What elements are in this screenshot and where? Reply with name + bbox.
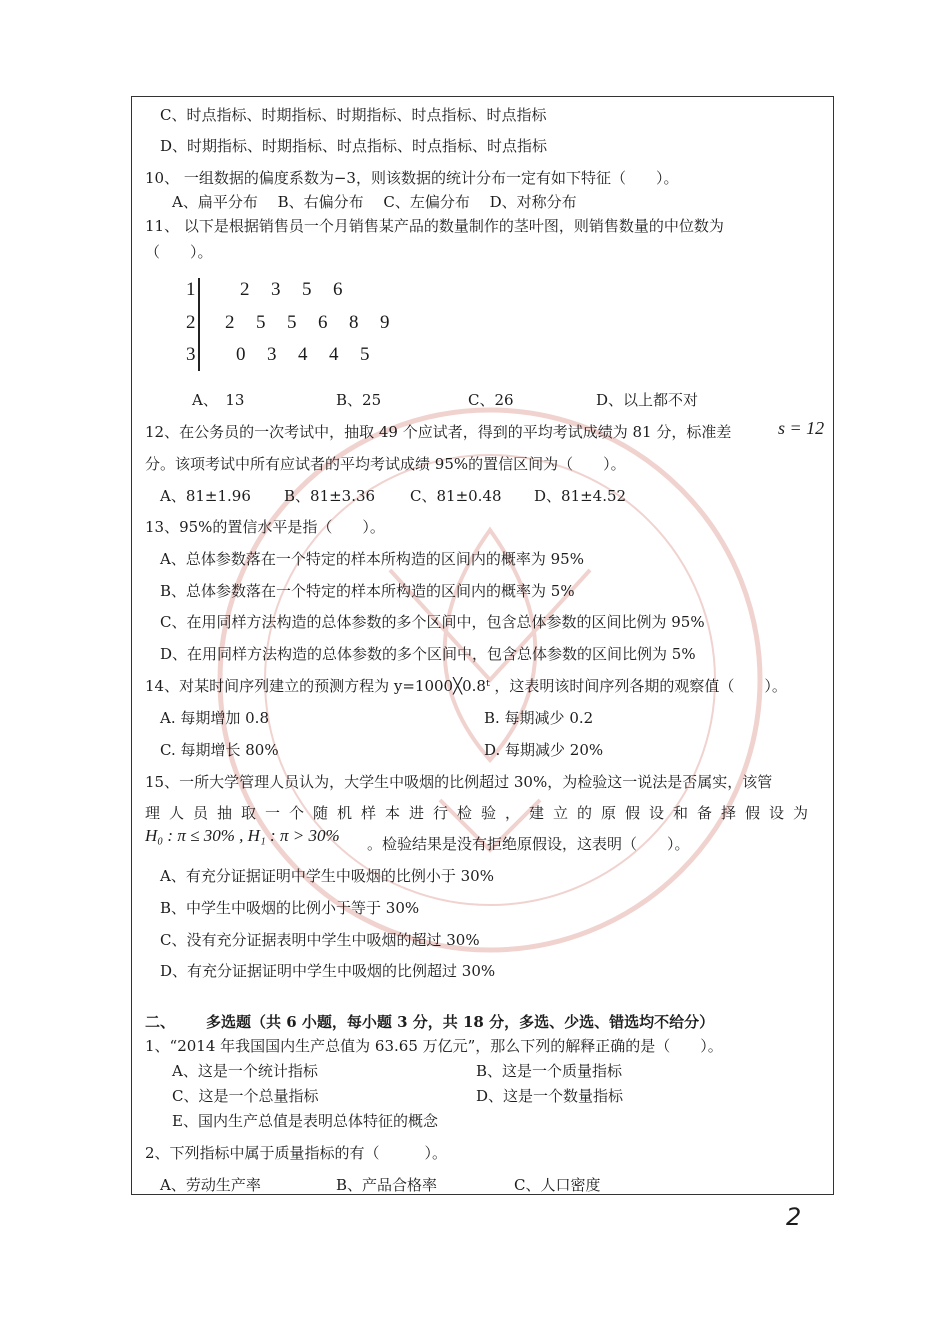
- q11-option-a: A、 13: [192, 391, 245, 409]
- q10-options: A、扁平分布 B、右偏分布 C、左偏分布 D、对称分布: [172, 193, 577, 211]
- m2-option-a: A、劳动生产率: [160, 1176, 261, 1194]
- q9-option-d: D、时期指标、时期指标、时点指标、时点指标、时点指标: [160, 137, 548, 155]
- q15-option-d: D、有充分证据证明中学生中吸烟的比例超过 30%: [160, 962, 496, 980]
- q14-option-d: D. 每期减少 20%: [484, 741, 604, 759]
- m1-option-d: D、这是一个数量指标: [476, 1087, 624, 1105]
- q11-option-d: D、以上都不对: [596, 391, 699, 409]
- page-number: 2: [786, 1203, 802, 1231]
- q15-option-c: C、没有充分证据表明中学生中吸烟的超过 30%: [160, 931, 480, 949]
- plot-divider: [198, 278, 200, 371]
- q12-stem-line2: 分。该项考试中所有应试者的平均考试成绩 95%的置信区间为（ ）。: [145, 455, 626, 473]
- q13-option-b: B、总体参数落在一个特定的样本所构造的区间内的概率为 5%: [160, 582, 575, 600]
- q15-line2: 理人员抽取一个随机样本进行检验，建立的原假设和备择假设为: [145, 804, 818, 822]
- plot-stem: 1: [186, 279, 196, 300]
- plot-leaves: 2 5 5 6 8 9: [225, 312, 390, 333]
- q11-option-c: C、26: [468, 391, 514, 409]
- q15-line3: 。检验结果是没有拒绝原假设，这表明（ ）。: [367, 835, 690, 853]
- m1-option-b: B、这是一个质量指标: [476, 1062, 623, 1080]
- plot-leaves: 0 3 4 4 5: [236, 344, 370, 365]
- section-number: 二、: [145, 1013, 176, 1031]
- q15-line1: 15、一所大学管理人员认为，大学生中吸烟的比例超过 30%，为检验这一说法是否属实，该管: [145, 773, 773, 791]
- section-title: 多选题（共 6 小题，每小题 3 分，共 18 分，多选、少选、错选均不给分）: [206, 1013, 715, 1031]
- q14-stem: 14、对某时间序列建立的预测方程为 y=1000╳0.8ᵗ ，这表明该时间序列各期的观察值（ ）。: [145, 677, 787, 695]
- q13-stem: 13、95%的置信水平是指（ ）。: [145, 518, 385, 536]
- plot-stem: 3: [186, 344, 196, 365]
- q12-option-d: D、81±4.52: [534, 487, 627, 505]
- m1-option-a: A、这是一个统计指标: [172, 1062, 318, 1080]
- q12-option-b: B、81±3.36: [284, 487, 376, 505]
- q13-option-c: C、在用同样方法构造的总体参数的多个区间中，包含总体参数的区间比例为 95%: [160, 613, 705, 631]
- q14-option-c: C. 每期增长 80%: [160, 741, 279, 759]
- q14-option-a: A. 每期增加 0.8: [160, 709, 269, 727]
- m1-option-e: E、国内生产总值是表明总体特征的概念: [172, 1112, 438, 1130]
- q15-option-b: B、中学生中吸烟的比例小于等于 30%: [160, 899, 420, 917]
- q12-stem-line1: 12、在公务员的一次考试中，抽取 49 个应试者，得到的平均考试成绩为 81 分，标准差: [145, 423, 732, 441]
- plot-leaves: 2 3 5 6: [240, 279, 343, 300]
- q11-stem-line1: 11、 以下是根据销售员一个月销售某产品的数量制作的茎叶图，则销售数量的中位数为: [145, 217, 724, 235]
- m1-option-c: C、这是一个总量指标: [172, 1087, 319, 1105]
- q15-option-a: A、有充分证据证明中学生中吸烟的比例小于 30%: [160, 867, 494, 885]
- q12-option-c: C、81±0.48: [410, 487, 502, 505]
- q11-stem-line2: （ ）。: [145, 243, 213, 261]
- m2-option-b: B、产品合格率: [336, 1176, 438, 1194]
- m2-stem: 2、下列指标中属于质量指标的有（ ）。: [145, 1144, 448, 1162]
- q9-option-c: C、时点指标、时期指标、时期指标、时点指标、时点指标: [160, 106, 547, 124]
- m1-stem: 1、“2014 年我国国内生产总值为 63.65 万亿元”，那么下列的解释正确的是（ ）。: [145, 1037, 723, 1055]
- plot-stem: 2: [186, 312, 196, 333]
- q13-option-d: D、在用同样方法构造的总体参数的多个区间中，包含总体参数的区间比例为 5%: [160, 645, 696, 663]
- q12-formula: s = 12: [778, 418, 825, 438]
- q13-option-a: A、总体参数落在一个特定的样本所构造的区间内的概率为 95%: [160, 550, 584, 568]
- q11-option-b: B、25: [336, 391, 382, 409]
- q10-stem: 10、 一组数据的偏度系数为−3，则该数据的统计分布一定有如下特征（ ）。: [145, 169, 679, 187]
- q12-option-a: A、81±1.96: [160, 487, 251, 505]
- q14-option-b: B. 每期减少 0.2: [484, 709, 594, 727]
- q15-formula: H₀ : π ≤ 30% , H₁ : π > 30%: [145, 826, 340, 845]
- m2-option-c: C、人口密度: [514, 1176, 601, 1194]
